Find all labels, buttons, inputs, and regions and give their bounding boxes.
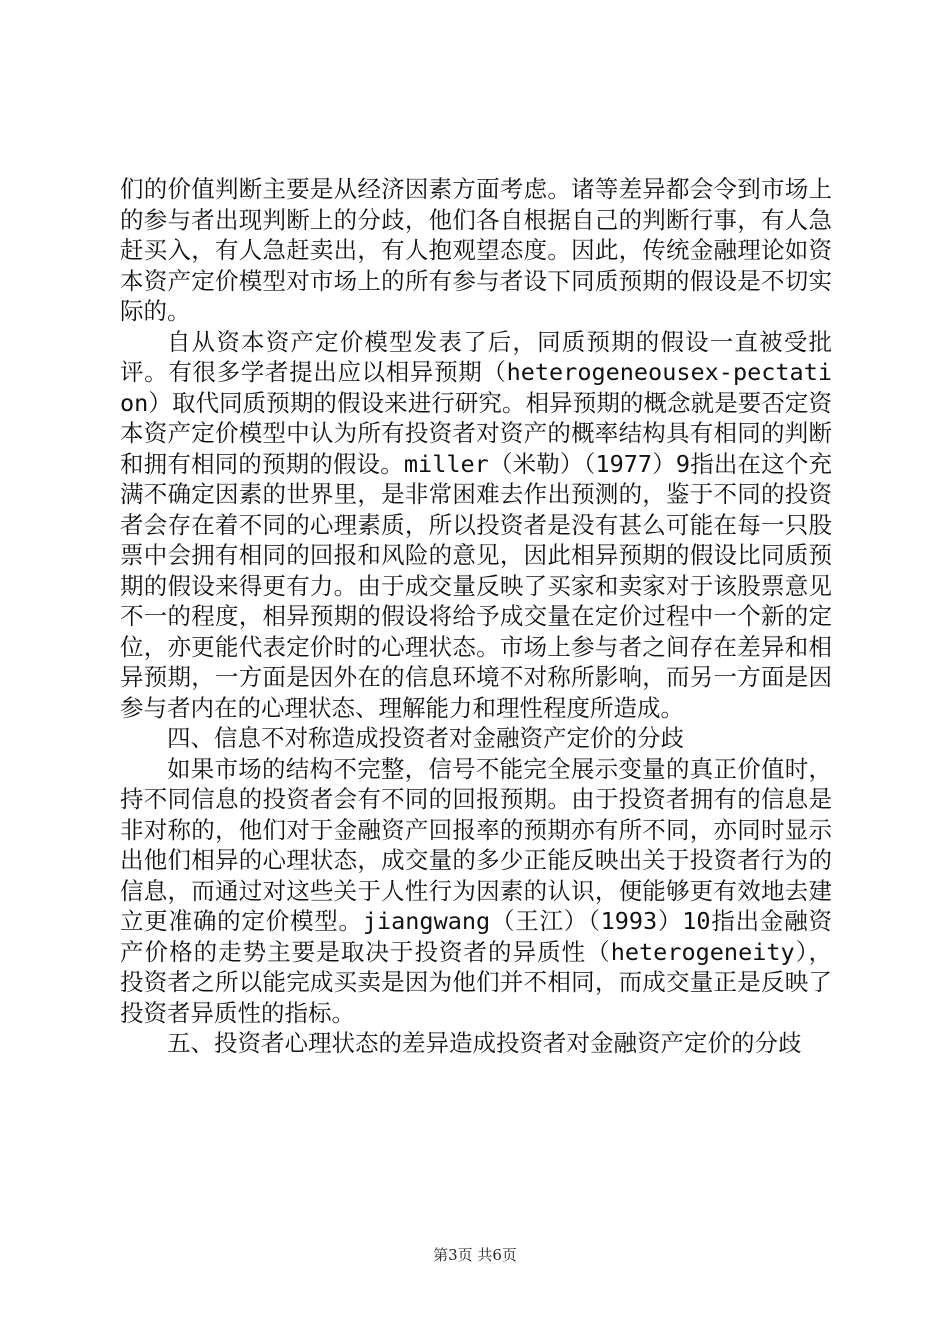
page-number-footer: 第3页 共6页 <box>433 1246 517 1264</box>
section-heading-five: 五、投资者心理状态的差异造成投资者对金融资产定价的分歧 <box>167 1029 802 1057</box>
paragraph-continuation: 们的价值判断主要是从经济因素方面考虑。诸等差异都会令到市场上的参与者出现判断上的分歧，他们各自根据自己的判断行事，有人急赶买入，有人急赶卖出，有人抱观望态度。因此，传统金融理论如资本资产定价模型对市场上的所有参与者设下同质预期的假设是不切实际的。 <box>120 175 832 325</box>
paragraph-heterogeneous-expectation: 自从资本资产定价模型发表了后，同质预期的假设一直被受批评。有很多学者提出应以相异预期（heterogeneousex-pectation）取代同质预期的假设来进行研究。相异预期的概念就是要否定资本资产定价模型中认为所有投资者对资产的概率结构具有相同的判断和拥有相同的预期的假设。miller（米勒）（1977）9指出在这个充满不确定因素的世界里，是非常困难去作出预测的，鉴于不同的投资者会存在着不同的心理素质，所以投资者是没有甚么可能在每一只股票中会拥有相同的回报和风险的意见，因此相异预期的假设比同质预期的假设来得更有力。由于成交量反映了买家和卖家对于该股票意见不一的程度，相异预期的假设将给予成交量在定价过程中一个新的定位，亦更能代表定价时的心理状态。市场上参与者之间存在差异和相异预期，一方面是因外在的信息环境不对称所影响，而另一方面是因参与者内在的心理状态、理解能力和理性程度所造成。 <box>120 327 832 722</box>
section-heading-four: 四、信息不对称造成投资者对金融资产定价的分歧 <box>167 724 684 752</box>
document-body <box>120 174 832 1059</box>
paragraph-information-asymmetry: 如果市场的结构不完整，信号不能完全展示变量的真正价值时，持不同信息的投资者会有不同的回报预期。由于投资者拥有的信息是非对称的，他们对于金融资产回报率的预期亦有所不同，亦同时显示出他们相异的心理状态，成交量的多少正能反映出关于投资者行为的信息，而通过对这些关于人性行为因素的认识，便能够更有效地去建立更准确的定价模型。jiangwang（王江）（1993）10指出金融资产价格的走势主要是取决于投资者的异质性（heterogeneity），投资者之所以能完成买卖是因为他们并不相同，而成交量正是反映了投资者异质性的指标。 <box>120 754 832 1027</box>
